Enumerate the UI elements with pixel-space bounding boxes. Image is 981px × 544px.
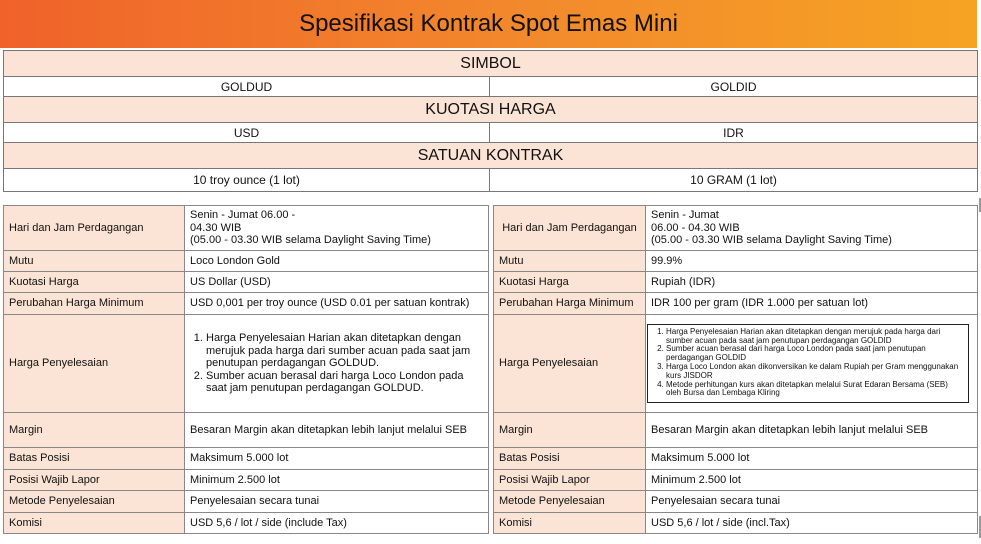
- quote-left: USD: [4, 123, 490, 143]
- mutu-label: Mutu: [4, 251, 185, 272]
- position-limit-label: Batas Posisi: [494, 448, 646, 470]
- position-limit-value: Maksimum 5.000 lot: [646, 448, 978, 470]
- hours-line-2: 04.30 WIB: [190, 221, 242, 234]
- hours-line-1: Senin - Jumat: [651, 209, 719, 222]
- min-change-label: Perubahan Harga Minimum: [4, 293, 185, 315]
- settlement-item: 4. Metode perhitungan kurs akan ditetapkan melalui Surat Edaran Bersama (SEB) oleh Bursa dan Lembaga Kliring: [666, 381, 964, 399]
- unit-header: SATUAN KONTRAK: [4, 143, 978, 169]
- min-change-label: Perubahan Harga Minimum: [494, 293, 646, 315]
- settlement-item: 1. Harga Penyelesaian Harian akan ditetapkan dengan merujuk pada harga dari sumber acuan pada saat jam penutupan perdagangan GOLDID: [666, 328, 964, 346]
- commission-label: Komisi: [494, 513, 646, 534]
- margin-value: Besaran Margin akan ditetapkan lebih lanjut melalui SEB: [185, 413, 489, 448]
- position-limit-label: Batas Posisi: [4, 448, 185, 470]
- settlement-value: [646, 315, 978, 413]
- margin-label: Margin: [4, 413, 185, 448]
- quote-label: Kuotasi Harga: [4, 272, 185, 293]
- goldud-spec-table: [3, 205, 489, 534]
- mutu-label: Mutu: [494, 251, 646, 272]
- hours-value: [185, 206, 489, 251]
- report-position-label: Posisi Wajib Lapor: [4, 470, 185, 491]
- min-change-value: USD 0,001 per troy ounce (USD 0.01 per satuan kontrak): [185, 293, 489, 315]
- commission-value: USD 5,6 / lot / side (incl.Tax): [646, 513, 978, 534]
- quote-label: Kuotasi Harga: [494, 272, 646, 293]
- settlement-label: Harga Penyelesaian: [4, 315, 185, 413]
- min-change-value: IDR 100 per gram (IDR 1.000 per satuan lot): [646, 293, 978, 315]
- margin-value: Besaran Margin akan ditetapkan lebih lanjut melalui SEB: [646, 413, 978, 448]
- hours-line-1: Senin - Jumat 06.00 -: [190, 209, 296, 222]
- settlement-method-label: Metode Penyelesaian: [494, 491, 646, 513]
- position-limit-value: Maksimum 5.000 lot: [185, 448, 489, 470]
- quote-value: US Dollar (USD): [185, 272, 489, 293]
- symbol-header: SIMBOL: [4, 51, 978, 77]
- settlement-label: Harga Penyelesaian: [494, 315, 646, 413]
- report-position-label: Posisi Wajib Lapor: [494, 470, 646, 491]
- settlement-method-value: Penyelesaian secara tunai: [646, 491, 978, 513]
- mutu-value: 99.9%: [646, 251, 978, 272]
- settlement-value: [185, 315, 489, 413]
- symbol-left: GOLDUD: [4, 77, 490, 97]
- settlement-item: 1. Harga Penyelesaian Harian akan ditetapkan dengan merujuk pada harga dari sumber acuan pada saat jam penutupan perdagangan GOLDUD.: [206, 332, 483, 370]
- hours-label: Hari dan Jam Perdagangan: [4, 206, 185, 251]
- quote-value: Rupiah (IDR): [646, 272, 978, 293]
- settlement-method-label: Metode Penyelesaian: [4, 491, 185, 513]
- settlement-list-box: [647, 324, 969, 403]
- goldid-spec-table: [493, 205, 978, 534]
- settlement-item: 2. Sumber acuan berasal dari harga Loco London pada saat jam penutupan perdagangan GOLDUD.: [206, 370, 483, 395]
- commission-value: USD 5,6 / lot / side (include Tax): [185, 513, 489, 534]
- symbol-right: GOLDID: [490, 77, 978, 97]
- hours-line-2: 06.00 - 04.30 WIB: [651, 221, 740, 234]
- margin-label: Margin: [494, 413, 646, 448]
- contract-summary-table: [3, 50, 978, 192]
- page-title: Spesifikasi Kontrak Spot Emas Mini: [0, 0, 977, 48]
- report-position-value: Minimum 2.500 lot: [185, 470, 489, 491]
- hours-line-3: (05.00 - 03.30 WIB selama Daylight Saving Time): [190, 234, 431, 247]
- quote-right: IDR: [490, 123, 978, 143]
- report-position-value: Minimum 2.500 lot: [646, 470, 978, 491]
- hours-line-3: (05.00 - 03.30 WIB selama Daylight Saving Time): [651, 234, 892, 247]
- settlement-item: 2. Sumber acuan berasal dari harga Loco London pada saat jam penutupan perdagangan GOLDID: [666, 345, 964, 363]
- quote-header: KUOTASI HARGA: [4, 97, 978, 123]
- settlement-method-value: Penyelesaian secara tunai: [185, 491, 489, 513]
- hours-value: [646, 206, 978, 251]
- settlement-item: 3. Harga Loco London akan dikonversikan ke dalam Rupiah per Gram menggunakan kurs JISDOR: [666, 363, 964, 381]
- unit-right: 10 GRAM (1 lot): [490, 169, 978, 192]
- hours-label: Hari dan Jam Perdagangan: [494, 206, 646, 251]
- mutu-value: Loco London Gold: [185, 251, 489, 272]
- commission-label: Komisi: [4, 513, 185, 534]
- unit-left: 10 troy ounce (1 lot): [4, 169, 490, 192]
